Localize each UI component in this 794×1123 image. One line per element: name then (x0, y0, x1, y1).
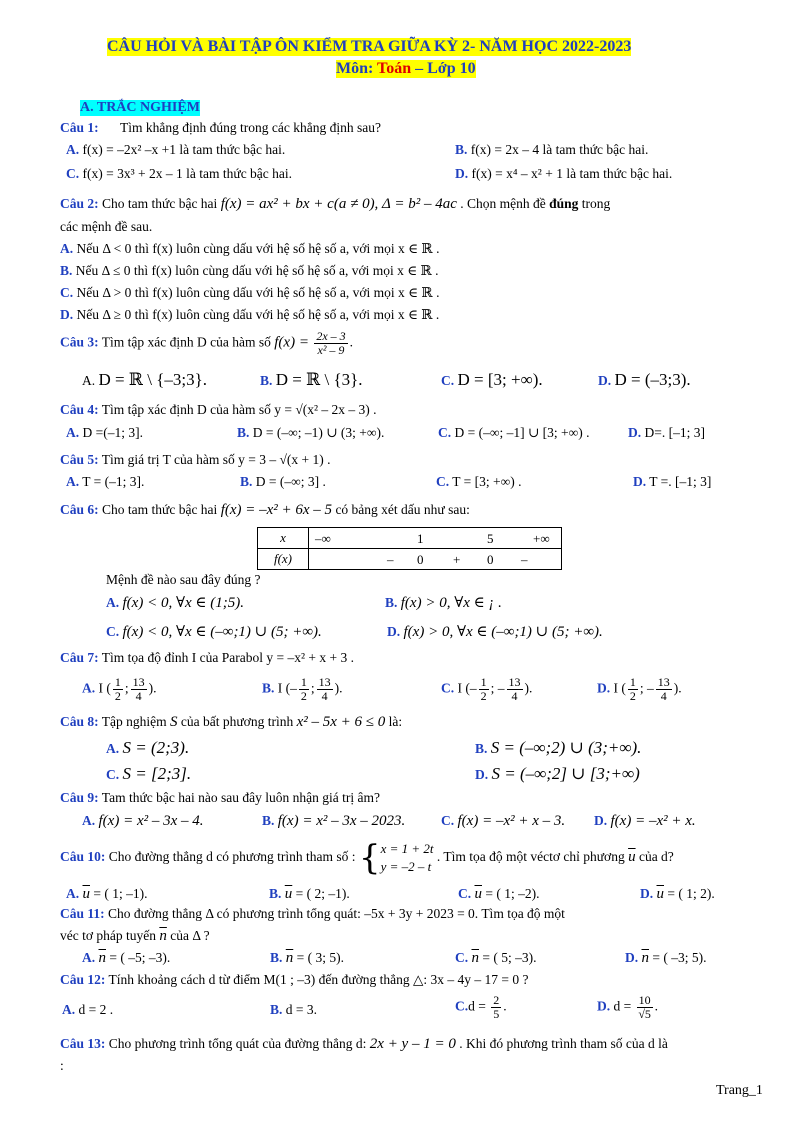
q4-option-b: B. D = (–∞; –1) ∪ (3; +∞). (237, 425, 385, 440)
sign-table-row: x –∞ 1 5 +∞ (258, 528, 562, 549)
q12-option-b: B. d = 3. (270, 1002, 318, 1017)
q10-option-c: C. $\overline{u}$ = ( 1; –2). (458, 886, 540, 902)
question-text: Tìm khẳng định đúng trong các khẳng định sau? (120, 120, 381, 135)
brace-icon: { (358, 838, 381, 878)
q2-formula: f(x) = ax² + bx + c(a ≠ 0), Δ = b² – 4ac (220, 196, 457, 212)
q2-option-d: D. Nếu Δ ≥ 0 thì f(x) luôn cùng dấu với hệ số hệ số a, với mọi x ∈ ℝ . (60, 307, 440, 322)
q9-option-c: C. f(x) = –x² + x – 3. (441, 813, 566, 829)
q7-option-c: C. I (– $\frac{1}{2}$ ; – $\frac{13}{4}$ ). (441, 675, 533, 703)
q2-option-a: A. Nếu Δ < 0 thì f(x) luôn cùng dấu với hệ số hệ số a, với mọi x ∈ ℝ . (60, 241, 440, 256)
q8-option-b: B. S = (–∞;2) ∪ (3;+∞). (475, 738, 642, 757)
q8-option-d: D. S = (–∞;2] ∪ [3;+∞) (475, 764, 640, 783)
q2-option-c: C. Nếu Δ > 0 thì f(x) luôn cùng dấu với hệ số hệ số a, với mọi x ∈ ℝ . (60, 285, 440, 300)
q10-option-d: D. $\overline{u}$ = ( 1; 2). (640, 886, 715, 902)
q5-option-d: D. T =. [–1; 3] (633, 474, 712, 489)
q5-option-a: A. T = (–1; 3]. (66, 474, 145, 489)
question-11: Câu 11: Cho đường thẳng Δ có phương trình tổng quát: –5x + 3y + 2023 = 0. Tìm tọa độ một (60, 906, 565, 921)
q12-option-a: A. d = 2 . (62, 1002, 114, 1017)
q1-option-a: A. f(x) = –2x² –x +1 là tam thức bậc hai. (66, 142, 286, 157)
q3-option-c: C. D = [3; +∞). (441, 370, 543, 389)
q2-option-b: B. Nếu Δ ≤ 0 thì f(x) luôn cùng dấu với hệ số hệ số a, với mọi x ∈ ℝ . (60, 263, 439, 278)
q6-ask: Mệnh đề nào sau đây đúng ? (106, 572, 261, 587)
q6-option-b: B. f(x) > 0, ∀x ∈ ¡ . (385, 595, 502, 611)
q1-option-c: C. f(x) = 3x³ + 2x – 1 là tam thức bậc hai. (66, 166, 293, 181)
question-3: Câu 3: Tìm tập xác định D của hàm số f(x) = $\frac{2x - 3}{\text{x² – 9}}$ . (60, 329, 354, 357)
question-10: Câu 10: Cho đường thẳng d có phương trình tham số : { x = 1 + 2t y = –2 – t . Tìm tọa độ một véctơ chỉ phương $\overline{u}$ của d? (60, 838, 674, 878)
sign-table-row: f(x) – 0 + 0 – (258, 549, 562, 570)
q7-option-d: D. I ( $\frac{1}{2}$ ; – $\frac{13}{4}$ ). (597, 675, 682, 703)
grade-label: – Lớp 10 (415, 60, 476, 77)
vector-u: $\overline{u}$ (628, 849, 636, 866)
subject-line (336, 60, 476, 78)
q11-option-d: D. $\overline{n}$ = ( –3; 5). (625, 950, 707, 966)
question-label: Câu 1: (60, 120, 99, 135)
q13-text-cont: : (60, 1058, 64, 1073)
q11-option-c: C. $\overline{n}$ = ( 5; –3). (455, 950, 537, 966)
q3-option-a: A. D = ℝ \ {–3;3}. (82, 370, 208, 389)
document-title: CÂU HỎI VÀ BÀI TẬP ÔN KIỂM TRA GIỮA KỲ 2- NĂM HỌC 2022-2023 (107, 38, 632, 55)
question-4: Câu 4: Tìm tập xác định D của hàm số y = √(x² – 2x – 3) . (60, 402, 377, 417)
page-number: Trang_1 (716, 1083, 763, 1098)
question-9: Câu 9: Tam thức bậc hai nào sau đây luôn nhận giá trị âm? (60, 790, 380, 805)
section-heading: A. TRẮC NGHIỆM (80, 100, 200, 115)
question-13: Câu 13: Cho phương trình tổng quát của đường thẳng d: 2x + y – 1 = 0 . Khi đó phương trình tham số của d là (60, 1036, 668, 1052)
q3-option-d: D. D = (–3;3). (598, 370, 691, 389)
q8-option-a: A. S = (2;3). (106, 738, 190, 757)
question-6: Câu 6: Cho tam thức bậc hai f(x) = –x² + 6x – 5 có bảng xét dấu như sau: (60, 502, 470, 518)
q10-option-a: A. $\overline{u}$ = ( 1; –1). (66, 886, 148, 902)
q9-option-d: D. f(x) = –x² + x. (594, 813, 696, 829)
q3-option-b: B. D = ℝ \ {3}. (260, 370, 363, 389)
vector-n: $\overline{n}$ (159, 928, 167, 944)
q11-text-cont: véc tơ pháp tuyến $\overline{n}$ của Δ ? (60, 928, 210, 944)
q12-option-c: C.d = $\frac{2}{5}$ . (455, 993, 507, 1021)
q8-option-c: C. S = [2;3]. (106, 764, 192, 783)
q5-option-b: B. D = (–∞; 3] . (240, 474, 326, 489)
q7-option-b: B. I (– $\frac{1}{2}$ ; $\frac{13}{4}$ ). (262, 675, 343, 703)
q7-option-a: A. I ( $\frac{1}{2}$ ; $\frac{13}{4}$ ). (82, 675, 157, 703)
question-12: Câu 12: Tính khoảng cách d từ điểm M(1 ; –3) đến đường thẳng △: 3x – 4y – 17 = 0 ? (60, 972, 529, 987)
q2-text-cont: các mệnh đề sau. (60, 219, 153, 234)
question-2: Câu 2: Cho tam thức bậc hai f(x) = ax² + bx + c(a ≠ 0), Δ = b² – 4ac . Chọn mệnh đề đúng trong (60, 196, 611, 212)
sign-table (257, 527, 562, 570)
question-8: Câu 8: Tập nghiệm S của bất phương trình x² – 5x + 6 ≤ 0 là: (60, 714, 403, 730)
q10-option-b: B. $\overline{u}$ = ( 2; –1). (269, 886, 350, 902)
q9-option-b: B. f(x) = x² – 3x – 2023. (262, 813, 406, 829)
q4-option-c: C. D = (–∞; –1] ∪ [3; +∞) . (438, 425, 590, 440)
question-1 (60, 120, 381, 136)
q3-fraction: $\frac{2x - 3}{\text{x² – 9}}$ (316, 329, 346, 357)
q11-option-b: B. $\overline{n}$ = ( 3; 5). (270, 950, 344, 966)
q5-option-c: C. T = [3; +∞) . (436, 474, 522, 489)
question-5: Câu 5: Tìm giá trị T của hàm số y = 3 – √(x + 1) . (60, 452, 331, 467)
q1-option-d: D. f(x) = x⁴ – x² + 1 là tam thức bậc hai. (455, 166, 673, 181)
subject-name: Toán (377, 60, 412, 77)
q1-option-b: B. f(x) = 2x – 4 là tam thức bậc hai. (455, 142, 649, 157)
q6-option-a: A. f(x) < 0, ∀x ∈ (1;5). (106, 595, 244, 611)
q4-option-d: D. D=. [–1; 3] (628, 425, 705, 440)
subject-label: Môn: (336, 60, 374, 77)
q4-option-a: A. D =(–1; 3]. (66, 425, 143, 440)
q9-option-a: A. f(x) = x² – 3x – 4. (82, 813, 204, 829)
q12-option-d: D. d = $\frac{10}{√5}$ . (597, 993, 658, 1021)
q6-option-c: C. f(x) < 0, ∀x ∈ (–∞;1) ∪ (5; +∞). (106, 624, 322, 640)
q6-option-d: D. f(x) > 0, ∀x ∈ (–∞;1) ∪ (5; +∞). (387, 624, 603, 640)
q11-option-a: A. $\overline{n}$ = ( –5; –3). (82, 950, 171, 966)
question-7: Câu 7: Tìm tọa độ đỉnh I của Parabol y = –x² + x + 3 . (60, 650, 355, 665)
